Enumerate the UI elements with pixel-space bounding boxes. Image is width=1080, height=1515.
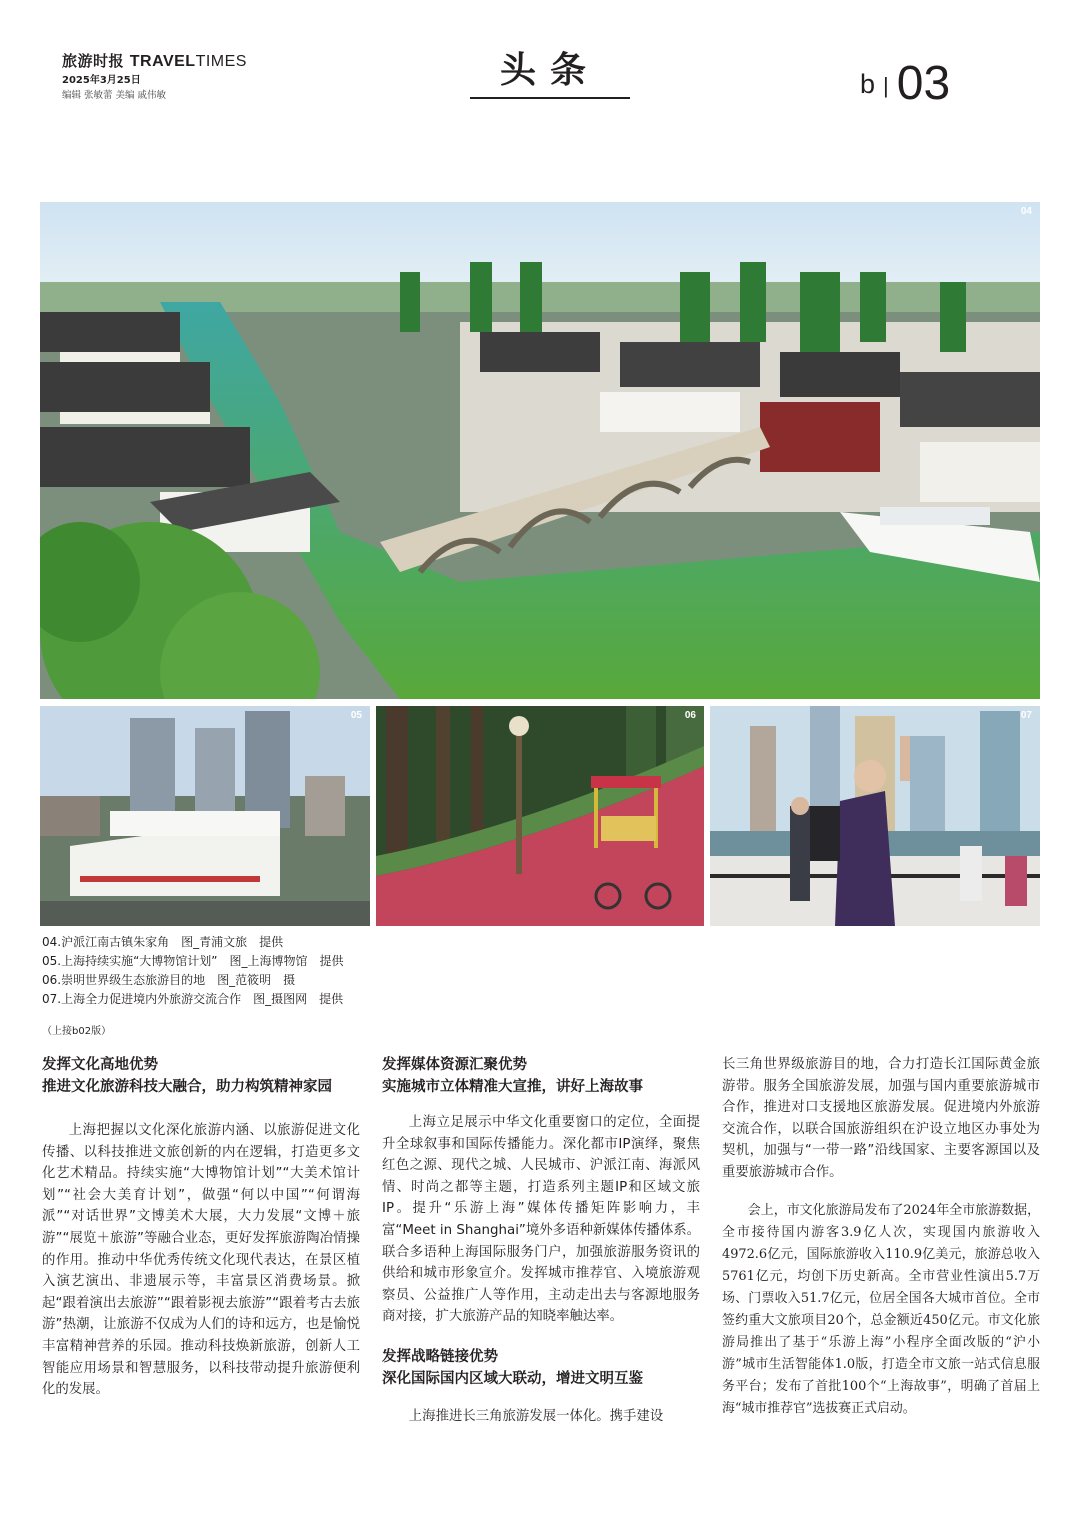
photo-captions xyxy=(42,933,344,1009)
column1-heading: 发挥文化高地优势 xyxy=(42,1057,158,1073)
article-column-3 xyxy=(722,1054,1040,1420)
caption-06: 06.崇明世界级生态旅游目的地 图_范筱明 摄 xyxy=(42,973,296,987)
water-town-illustration xyxy=(40,202,1040,699)
editor-credit: 编辑 张敏蕾 美编 戚伟敏 xyxy=(62,90,167,101)
museum-illustration xyxy=(40,706,370,926)
photo-water-town xyxy=(40,202,1040,699)
photo-number: 06 xyxy=(684,710,696,721)
column1-subheading: 推进文化旅游科技大融合，助力构筑精神家园 xyxy=(42,1079,332,1095)
column2-subheading-2: 深化国际国内区域大联动，增进文明互鉴 xyxy=(382,1370,643,1387)
bund-tourist-illustration xyxy=(710,706,1040,926)
masthead-name-en-light: TIMES xyxy=(195,53,247,70)
column2-heading-2: 发挥战略链接优势 xyxy=(382,1348,498,1365)
photo-number: 04 xyxy=(1020,206,1032,217)
continued-from-note: （上接b02版） xyxy=(42,1026,112,1037)
section-title: 头条 xyxy=(499,49,600,91)
column2-body-2: 上海推进长三角旅游发展一体化。携手建设 xyxy=(408,1408,664,1424)
column3-meeting-paragraph: 会上，市文化旅游局发布了2024年全市旅游数据，全市接待国内游客3.9亿人次，实现国内旅游收入4972.6亿元，国际旅游收入110.9亿美元，旅游总收入5761亿元，均创下历史新高。全市营业性演出5.7万场、门票收入51.7亿元，位居全国各大城市首位。全市签约重大文旅项目20个，总金额近450亿元。市文化旅游局推出了基于“乐游上海”小程序全面改版的“沪小游”城市生活智能体1.0版，打造全市文旅一站式信息服务平台；发布了首批100个“上海故事”，明确了首届上海“城市推荐官”选拔赛正式启动。 xyxy=(722,1202,1040,1416)
page-number xyxy=(860,50,951,110)
photo-bund-tourist xyxy=(710,706,1040,926)
caption-04: 04.沪派江南古镇朱家角 图_青浦文旅 提供 xyxy=(42,935,284,949)
page-separator: | xyxy=(883,73,889,98)
page-prefix: b xyxy=(860,69,876,99)
column2-body: 上海立足展示中华文化重要窗口的定位，全面提升全球叙事和国际传播能力。深化都市IP演绎，聚焦红色之源、现代之城、人民城市、沪派江南、海派风情、时尚之都等主题，打造系列主题IP和区域文旅IP。提升“乐游上海”媒体传播矩阵影响力，丰富“Meet in Shanghai”境外多语种新媒体传播体系。联合多语种上海国际服务门户，加强旅游服务资讯的供给和城市形象宣介。发挥城市推荐官、入境旅游观察员、公益推广人等作用，主动走出去与客源地服务商对接，扩大旅游产品的知晓率触达率。 xyxy=(382,1115,700,1325)
column3-body-continued: 长三角世界级旅游目的地，合力打造长江国际黄金旅游带。服务全国旅游发展，加强与国内重要旅游城市合作，推进对口支援地区旅游发展。促进境内外旅游交流合作，以联合国旅游组织在沪设立地区办事处为契机，加强与“一带一路”沿线国家、主要客源国以及重要旅游城市合作。 xyxy=(722,1057,1040,1180)
photo-cycling-path xyxy=(376,706,704,926)
caption-05: 05.上海持续实施“大博物馆计划” 图_上海博物馆 提供 xyxy=(42,954,344,968)
issue-date: 2025年3月25日 xyxy=(62,75,141,86)
photo-number: 07 xyxy=(1020,710,1032,721)
masthead-name-cn: 旅游时报 xyxy=(62,52,125,70)
column2-heading: 发挥媒体资源汇聚优势 xyxy=(382,1057,527,1073)
column2-subheading: 实施城市立体精准大宣推，讲好上海故事 xyxy=(382,1079,643,1095)
column1-body: 上海把握以文化深化旅游内涵、以旅游促进文化传播、以科技推进文旅创新的内在逻辑，打造更多文化艺术精品。持续实施“大博物馆计划”“大美术馆计划”“社会大美育计划”，做强“何以中国”“何谓海派”“对话世界”文博美术大展，大力发展“文博＋旅游”“展览＋旅游”等融合业态，更好发挥旅游陶冶情操的作用。推动中华优秀传统文化现代表达，在景区植入演艺演出、非遗展示等，丰富景区消费场景。掀起“跟着演出去旅游”“跟着影视去旅游”“跟着考古去旅游”热潮，让旅游不仅成为人们的诗和远方，也是愉悦丰富精神营养的乐园。推动科技焕新旅游，创新人工智能应用场景和智慧服务，以科技带动提升旅游便利化的发展。 xyxy=(42,1123,360,1398)
article-column-2 xyxy=(382,1054,700,1428)
masthead-title xyxy=(62,50,247,71)
section-title-rule xyxy=(470,97,630,99)
masthead-name-en-bold: TRAVEL xyxy=(129,53,196,70)
photo-museum xyxy=(40,706,370,926)
cycling-path-illustration xyxy=(376,706,704,926)
article-column-1 xyxy=(42,1054,360,1401)
page-number-value: 03 xyxy=(896,57,951,110)
caption-07: 07.上海全力促进境内外旅游交流合作 图_摄图网 提供 xyxy=(42,992,344,1006)
photo-number: 05 xyxy=(350,710,362,721)
